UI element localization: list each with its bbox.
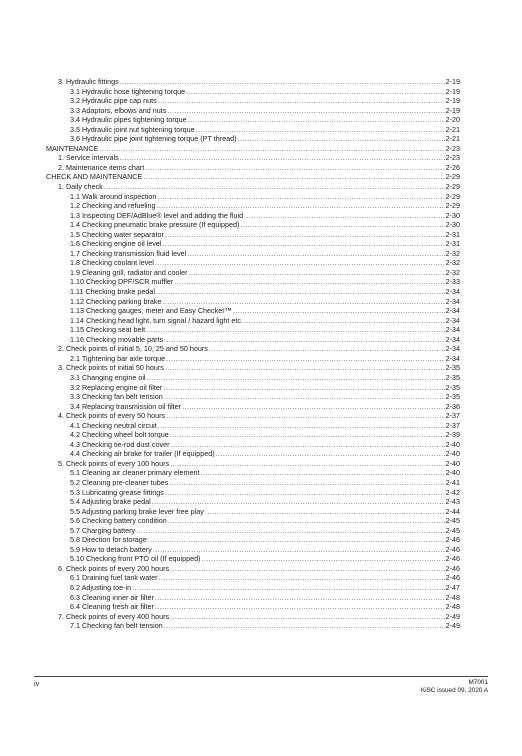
- dot-leader: [170, 612, 445, 622]
- dot-leader: [163, 297, 445, 307]
- dot-leader: [167, 106, 444, 116]
- toc-entry-page: 2-19: [445, 96, 460, 106]
- toc-entry-page: 2-45: [445, 516, 460, 526]
- toc-entry-page: 2-35: [445, 363, 460, 373]
- dot-leader: [155, 593, 445, 603]
- toc-entry-title: 3.3 Checking fan belt tension: [70, 392, 163, 402]
- toc-entry-title: 1.9 Cleaning grill, radiator and cooler: [70, 267, 188, 277]
- toc-entry-title: 3.6 Hydraulic pipe joint tightening torque (PT thread): [70, 134, 237, 144]
- dot-leader: [159, 573, 445, 583]
- toc-entry-page: 2-35: [445, 392, 460, 402]
- toc-entry-page: 2-29: [445, 182, 460, 192]
- toc-entry[interactable]: [46, 192, 460, 202]
- toc-entry-title: 1.7 Checking transmission fluid level: [70, 248, 187, 258]
- toc-entry-title: 1. Service intervals: [58, 153, 119, 163]
- toc-entry-title: 5.2 Cleaning pre-cleaner tubes: [70, 477, 169, 487]
- dot-leader: [132, 583, 444, 593]
- dot-leader: [158, 421, 445, 431]
- toc-entry-page: 2-46: [445, 535, 460, 545]
- toc-entry-title: 5.6 Checking battery condition: [70, 516, 167, 526]
- toc-entry-page: 2-34: [445, 334, 460, 344]
- table-of-contents: [46, 77, 460, 631]
- dot-leader: [188, 115, 445, 125]
- dot-leader: [158, 96, 445, 106]
- toc-entry-page: 2-40: [445, 458, 460, 468]
- toc-entry-title: 6.2 Adjusting toe-in: [70, 582, 132, 592]
- toc-entry-page: 2-36: [445, 401, 460, 411]
- toc-entry-page: 2-34: [445, 315, 460, 325]
- toc-entry[interactable]: [46, 172, 460, 182]
- toc-entry[interactable]: [46, 316, 460, 326]
- toc-entry[interactable]: [46, 545, 460, 555]
- toc-entry-title: 1.3 Inspecting DEF/AdBlue® level and adding the fluid: [70, 210, 244, 220]
- toc-entry-page: 2-34: [445, 306, 460, 316]
- toc-entry-title: 5.7 Charging battery: [70, 525, 136, 535]
- toc-entry[interactable]: [46, 535, 460, 545]
- toc-entry-page: 2-40: [445, 468, 460, 478]
- toc-entry-title: 3.3 Adaptors, elbows and nuts: [70, 105, 167, 115]
- toc-entry-title: 2. Maintenance items chart: [58, 162, 145, 172]
- toc-entry-page: 2-46: [445, 554, 460, 564]
- toc-entry[interactable]: [46, 239, 460, 249]
- toc-entry[interactable]: [46, 421, 460, 431]
- toc-entry[interactable]: [46, 392, 460, 402]
- toc-entry-page: 2-29: [445, 201, 460, 211]
- toc-entry[interactable]: [46, 516, 460, 526]
- dot-leader: [147, 373, 445, 383]
- dot-leader: [155, 602, 445, 612]
- toc-entry-title: 4. Check points of every 50 hours: [58, 411, 166, 421]
- dot-leader: [174, 277, 444, 287]
- toc-entry[interactable]: [46, 402, 460, 412]
- toc-entry-page: 2-49: [445, 621, 460, 631]
- toc-entry-title: 3.2 Hydraulic pipe cap nuts: [70, 96, 157, 106]
- dot-leader: [166, 354, 445, 364]
- toc-entry-title: 1.1 Walk around inspection: [70, 191, 157, 201]
- toc-entry[interactable]: [46, 593, 460, 603]
- dot-leader: [196, 125, 445, 135]
- toc-entry[interactable]: [46, 287, 460, 297]
- dot-leader: [233, 306, 445, 316]
- toc-entry[interactable]: [46, 325, 460, 335]
- dot-leader: [168, 516, 445, 526]
- dot-leader: [202, 554, 445, 564]
- toc-entry-page: 2-40: [445, 449, 460, 459]
- toc-entry-title: 1.14 Checking head light, turn signal / hazard light etc.: [70, 315, 244, 325]
- toc-entry[interactable]: [46, 621, 460, 631]
- toc-entry-title: 1.12 Checking parking brake: [70, 296, 162, 306]
- toc-entry-title: 5.10 Checking front PTO oil (If equipped): [70, 554, 201, 564]
- dot-leader: [164, 335, 445, 345]
- toc-entry-page: 2-48: [445, 592, 460, 602]
- toc-entry-page: 2-34: [445, 344, 460, 354]
- toc-entry-title: 4.3 Checking tie-rod dust cover: [70, 439, 170, 449]
- toc-entry-title: 3.4 Hydraulic pipes tightening torque: [70, 115, 187, 125]
- dot-leader: [156, 287, 445, 297]
- toc-entry-title: 2. Check points of initial 5, 10, 25 and 50 hours: [58, 344, 208, 354]
- toc-entry[interactable]: [46, 449, 460, 459]
- toc-entry[interactable]: [46, 373, 460, 383]
- toc-entry-page: 2-31: [445, 239, 460, 249]
- toc-entry[interactable]: [46, 163, 460, 173]
- toc-entry-page: 2-43: [445, 497, 460, 507]
- toc-entry[interactable]: [46, 564, 460, 574]
- toc-entry-page: 2-46: [445, 573, 460, 583]
- dot-leader: [170, 459, 445, 469]
- toc-entry-page: 2-45: [445, 525, 460, 535]
- toc-entry[interactable]: [46, 478, 460, 488]
- toc-entry-page: 2-21: [445, 124, 460, 134]
- toc-entry-page: 2-47: [445, 582, 460, 592]
- toc-entry-page: 2-41: [445, 477, 460, 487]
- toc-entry-title: 3. Hydraulic fittings: [58, 77, 119, 86]
- dot-leader: [143, 172, 444, 182]
- toc-entry-title: 1.6 Checking engine oil level: [70, 239, 162, 249]
- dot-leader: [165, 363, 445, 373]
- toc-entry[interactable]: [46, 249, 460, 259]
- toc-entry[interactable]: [46, 430, 460, 440]
- toc-entry-page: 2-39: [445, 430, 460, 440]
- toc-entry-page: 2-23: [445, 153, 460, 163]
- toc-entry-title: 3. Check points of initial 50 hours: [58, 363, 164, 373]
- model-code: M7001: [468, 679, 488, 686]
- toc-entry-title: 1.4 Checking pneumatic brake pressure (If equipped): [70, 220, 240, 230]
- toc-entry-title: 5.8 Direction for storage: [70, 535, 147, 545]
- toc-entry[interactable]: [46, 602, 460, 612]
- toc-entry-title: 5.4 Adjusting brake pedal: [70, 497, 151, 507]
- toc-entry[interactable]: [46, 106, 460, 116]
- toc-entry-title: 3.4 Replacing transmission oil filter: [70, 401, 182, 411]
- toc-entry-title: 6.4 Cleaning fresh air filter: [70, 602, 154, 612]
- toc-entry-page: 2-37: [445, 420, 460, 430]
- toc-entry[interactable]: [46, 526, 460, 536]
- toc-entry-title: 7. Check points of every 400 hours: [58, 611, 170, 621]
- toc-entry-title: 5.5 Adjusting parking brake lever free play: [70, 506, 204, 516]
- dot-leader: [157, 201, 445, 211]
- toc-entry-title: 1.2 Checking and refueling: [70, 201, 156, 211]
- dot-leader: [200, 468, 444, 478]
- toc-entry[interactable]: [46, 220, 460, 230]
- toc-entry-title: MAINTENANCE: [46, 143, 99, 153]
- page-number: iv: [34, 679, 40, 688]
- toc-entry-page: 2-34: [445, 296, 460, 306]
- toc-entry-page: 2-30: [445, 210, 460, 220]
- toc-entry-page: 2-46: [445, 563, 460, 573]
- toc-entry[interactable]: [46, 144, 460, 154]
- toc-entry[interactable]: [46, 354, 460, 364]
- toc-entry-title: 6. Check points of every 200 hours: [58, 563, 170, 573]
- toc-entry-page: 2-37: [445, 411, 460, 421]
- toc-entry-page: 2-23: [445, 143, 460, 153]
- dot-leader: [205, 507, 445, 517]
- toc-entry-title: CHECK AND MAINTENANCE: [46, 172, 143, 182]
- toc-entry-page: 2-35: [445, 372, 460, 382]
- toc-entry-page: 2-32: [445, 258, 460, 268]
- toc-entry-page: 2-19: [445, 86, 460, 96]
- toc-entry[interactable]: [46, 96, 460, 106]
- dot-leader: [169, 478, 444, 488]
- toc-entry[interactable]: [46, 268, 460, 278]
- toc-entry-title: 1. Daily check: [58, 182, 103, 192]
- dot-leader: [163, 383, 444, 393]
- footer-info: [421, 679, 488, 695]
- dot-leader: [237, 134, 444, 144]
- dot-leader: [244, 211, 444, 221]
- toc-entry-title: 4.4 Checking air brake for trailer (If equipped): [70, 449, 215, 459]
- dot-leader: [99, 144, 444, 154]
- toc-entry-title: 3.1 Changing engine oil: [70, 372, 146, 382]
- dot-leader: [157, 192, 444, 202]
- toc-entry-title: 5.3 Lubricating grease fittings: [70, 487, 164, 497]
- toc-entry-title: 1.8 Checking coolant level: [70, 258, 154, 268]
- dot-leader: [165, 230, 445, 240]
- dot-leader: [163, 239, 445, 249]
- toc-entry-page: 2-34: [445, 353, 460, 363]
- toc-entry-page: 2-33: [445, 277, 460, 287]
- toc-entry-page: 2-19: [445, 77, 460, 86]
- toc-entry-title: 7.1 Checking fan belt tension: [70, 621, 163, 631]
- toc-entry-page: 2-42: [445, 487, 460, 497]
- toc-entry-title: 5. Check points of every 100 hours: [58, 458, 170, 468]
- toc-entry[interactable]: [46, 411, 460, 421]
- toc-entry[interactable]: [46, 573, 460, 583]
- toc-entry-title: 3.5 Hydraulic joint nut tightening torque: [70, 124, 195, 134]
- toc-entry-title: 3.2 Replacing engine oil filter: [70, 382, 163, 392]
- dot-leader: [148, 535, 445, 545]
- toc-entry[interactable]: [46, 363, 460, 373]
- issue-date: KiSC issued 09, 2020 A: [420, 687, 488, 695]
- dot-leader: [170, 440, 444, 450]
- dot-leader: [164, 621, 445, 631]
- toc-entry[interactable]: [46, 459, 460, 469]
- toc-entry[interactable]: [46, 306, 460, 316]
- dot-leader: [170, 430, 445, 440]
- toc-entry-title: 1.10 Checking DPF/SCR muffler: [70, 277, 174, 287]
- dot-leader: [164, 392, 445, 402]
- toc-entry[interactable]: [46, 488, 460, 498]
- dot-leader: [136, 526, 444, 536]
- toc-entry[interactable]: [46, 211, 460, 221]
- toc-entry[interactable]: [46, 201, 460, 211]
- toc-entry-title: 1.13 Checking gauges, meter and Easy Checker™: [70, 306, 232, 316]
- toc-entry[interactable]: [46, 77, 460, 87]
- toc-entry-page: 2-26: [445, 162, 460, 172]
- toc-entry-page: 2-20: [445, 115, 460, 125]
- toc-entry-title: 2.1 Tightening bar axle torque: [70, 353, 166, 363]
- toc-entry-title: 5.9 How to detach battery: [70, 544, 152, 554]
- toc-entry[interactable]: [46, 182, 460, 192]
- toc-entry-page: 2-30: [445, 220, 460, 230]
- toc-entry[interactable]: [46, 277, 460, 287]
- toc-entry-page: 2-46: [445, 544, 460, 554]
- dot-leader: [240, 220, 444, 230]
- toc-entry-page: 2-29: [445, 172, 460, 182]
- toc-entry[interactable]: [46, 468, 460, 478]
- footer-divider: [34, 676, 488, 677]
- toc-entry[interactable]: [46, 230, 460, 240]
- toc-entry[interactable]: [46, 497, 460, 507]
- toc-entry[interactable]: [46, 507, 460, 517]
- dot-leader: [120, 153, 445, 163]
- dot-leader: [209, 344, 445, 354]
- toc-entry[interactable]: [46, 344, 460, 354]
- toc-entry[interactable]: [46, 335, 460, 345]
- toc-entry[interactable]: [46, 134, 460, 144]
- dot-leader: [104, 182, 445, 192]
- toc-entry[interactable]: [46, 440, 460, 450]
- toc-entry-page: 2-44: [445, 506, 460, 516]
- toc-entry-page: 2-32: [445, 267, 460, 277]
- toc-entry[interactable]: [46, 258, 460, 268]
- toc-entry-page: 2-29: [445, 191, 460, 201]
- dot-leader: [152, 497, 445, 507]
- dot-leader: [145, 163, 444, 173]
- dot-leader: [146, 325, 444, 335]
- toc-entry[interactable]: [46, 554, 460, 564]
- toc-entry-title: 6.1 Draining fuel tank water: [70, 573, 158, 583]
- toc-entry[interactable]: [46, 125, 460, 135]
- dot-leader: [155, 258, 445, 268]
- toc-entry-title: 3.1 Hydraulic hose tightening torque: [70, 86, 186, 96]
- toc-entry[interactable]: [46, 583, 460, 593]
- toc-entry-title: 1.15 Checking seat belt: [70, 325, 146, 335]
- toc-entry-title: 4.2 Checking wheel bolt torque: [70, 430, 169, 440]
- dot-leader: [120, 77, 445, 87]
- toc-entry-page: 2-49: [445, 611, 460, 621]
- dot-leader: [166, 411, 445, 421]
- dot-leader: [186, 87, 445, 97]
- toc-entry-page: 2-19: [445, 105, 460, 115]
- dot-leader: [170, 564, 445, 574]
- dot-leader: [153, 545, 445, 555]
- toc-entry[interactable]: [46, 297, 460, 307]
- toc-entry-page: 2-31: [445, 229, 460, 239]
- toc-entry-page: 2-34: [445, 325, 460, 335]
- toc-entry[interactable]: [46, 383, 460, 393]
- toc-entry-page: 2-21: [445, 134, 460, 144]
- toc-entry-page: 2-48: [445, 602, 460, 612]
- toc-entry-title: 4.1 Checking neutral circuit: [70, 420, 157, 430]
- dot-leader: [187, 249, 444, 259]
- dot-leader: [165, 488, 445, 498]
- dot-leader: [216, 449, 445, 459]
- dot-leader: [244, 316, 445, 326]
- toc-entry[interactable]: [46, 115, 460, 125]
- toc-entry[interactable]: [46, 612, 460, 622]
- toc-entry-page: 2-32: [445, 248, 460, 258]
- toc-entry-title: 5.1 Cleaning air cleaner primary element: [70, 468, 200, 478]
- toc-entry-page: 2-35: [445, 382, 460, 392]
- toc-entry-page: 2-34: [445, 287, 460, 297]
- dot-leader: [182, 402, 445, 412]
- toc-entry-title: 6.3 Cleaning inner air filter: [70, 592, 154, 602]
- dot-leader: [188, 268, 444, 278]
- toc-entry-title: 1.16 Checking movable parts: [70, 334, 164, 344]
- toc-entry-page: 2-40: [445, 439, 460, 449]
- toc-entry-title: 1.5 Checking water separator: [70, 229, 164, 239]
- toc-entry[interactable]: [46, 87, 460, 97]
- toc-entry[interactable]: [46, 153, 460, 163]
- toc-entry-title: 1.11 Checking brake pedal: [70, 287, 155, 297]
